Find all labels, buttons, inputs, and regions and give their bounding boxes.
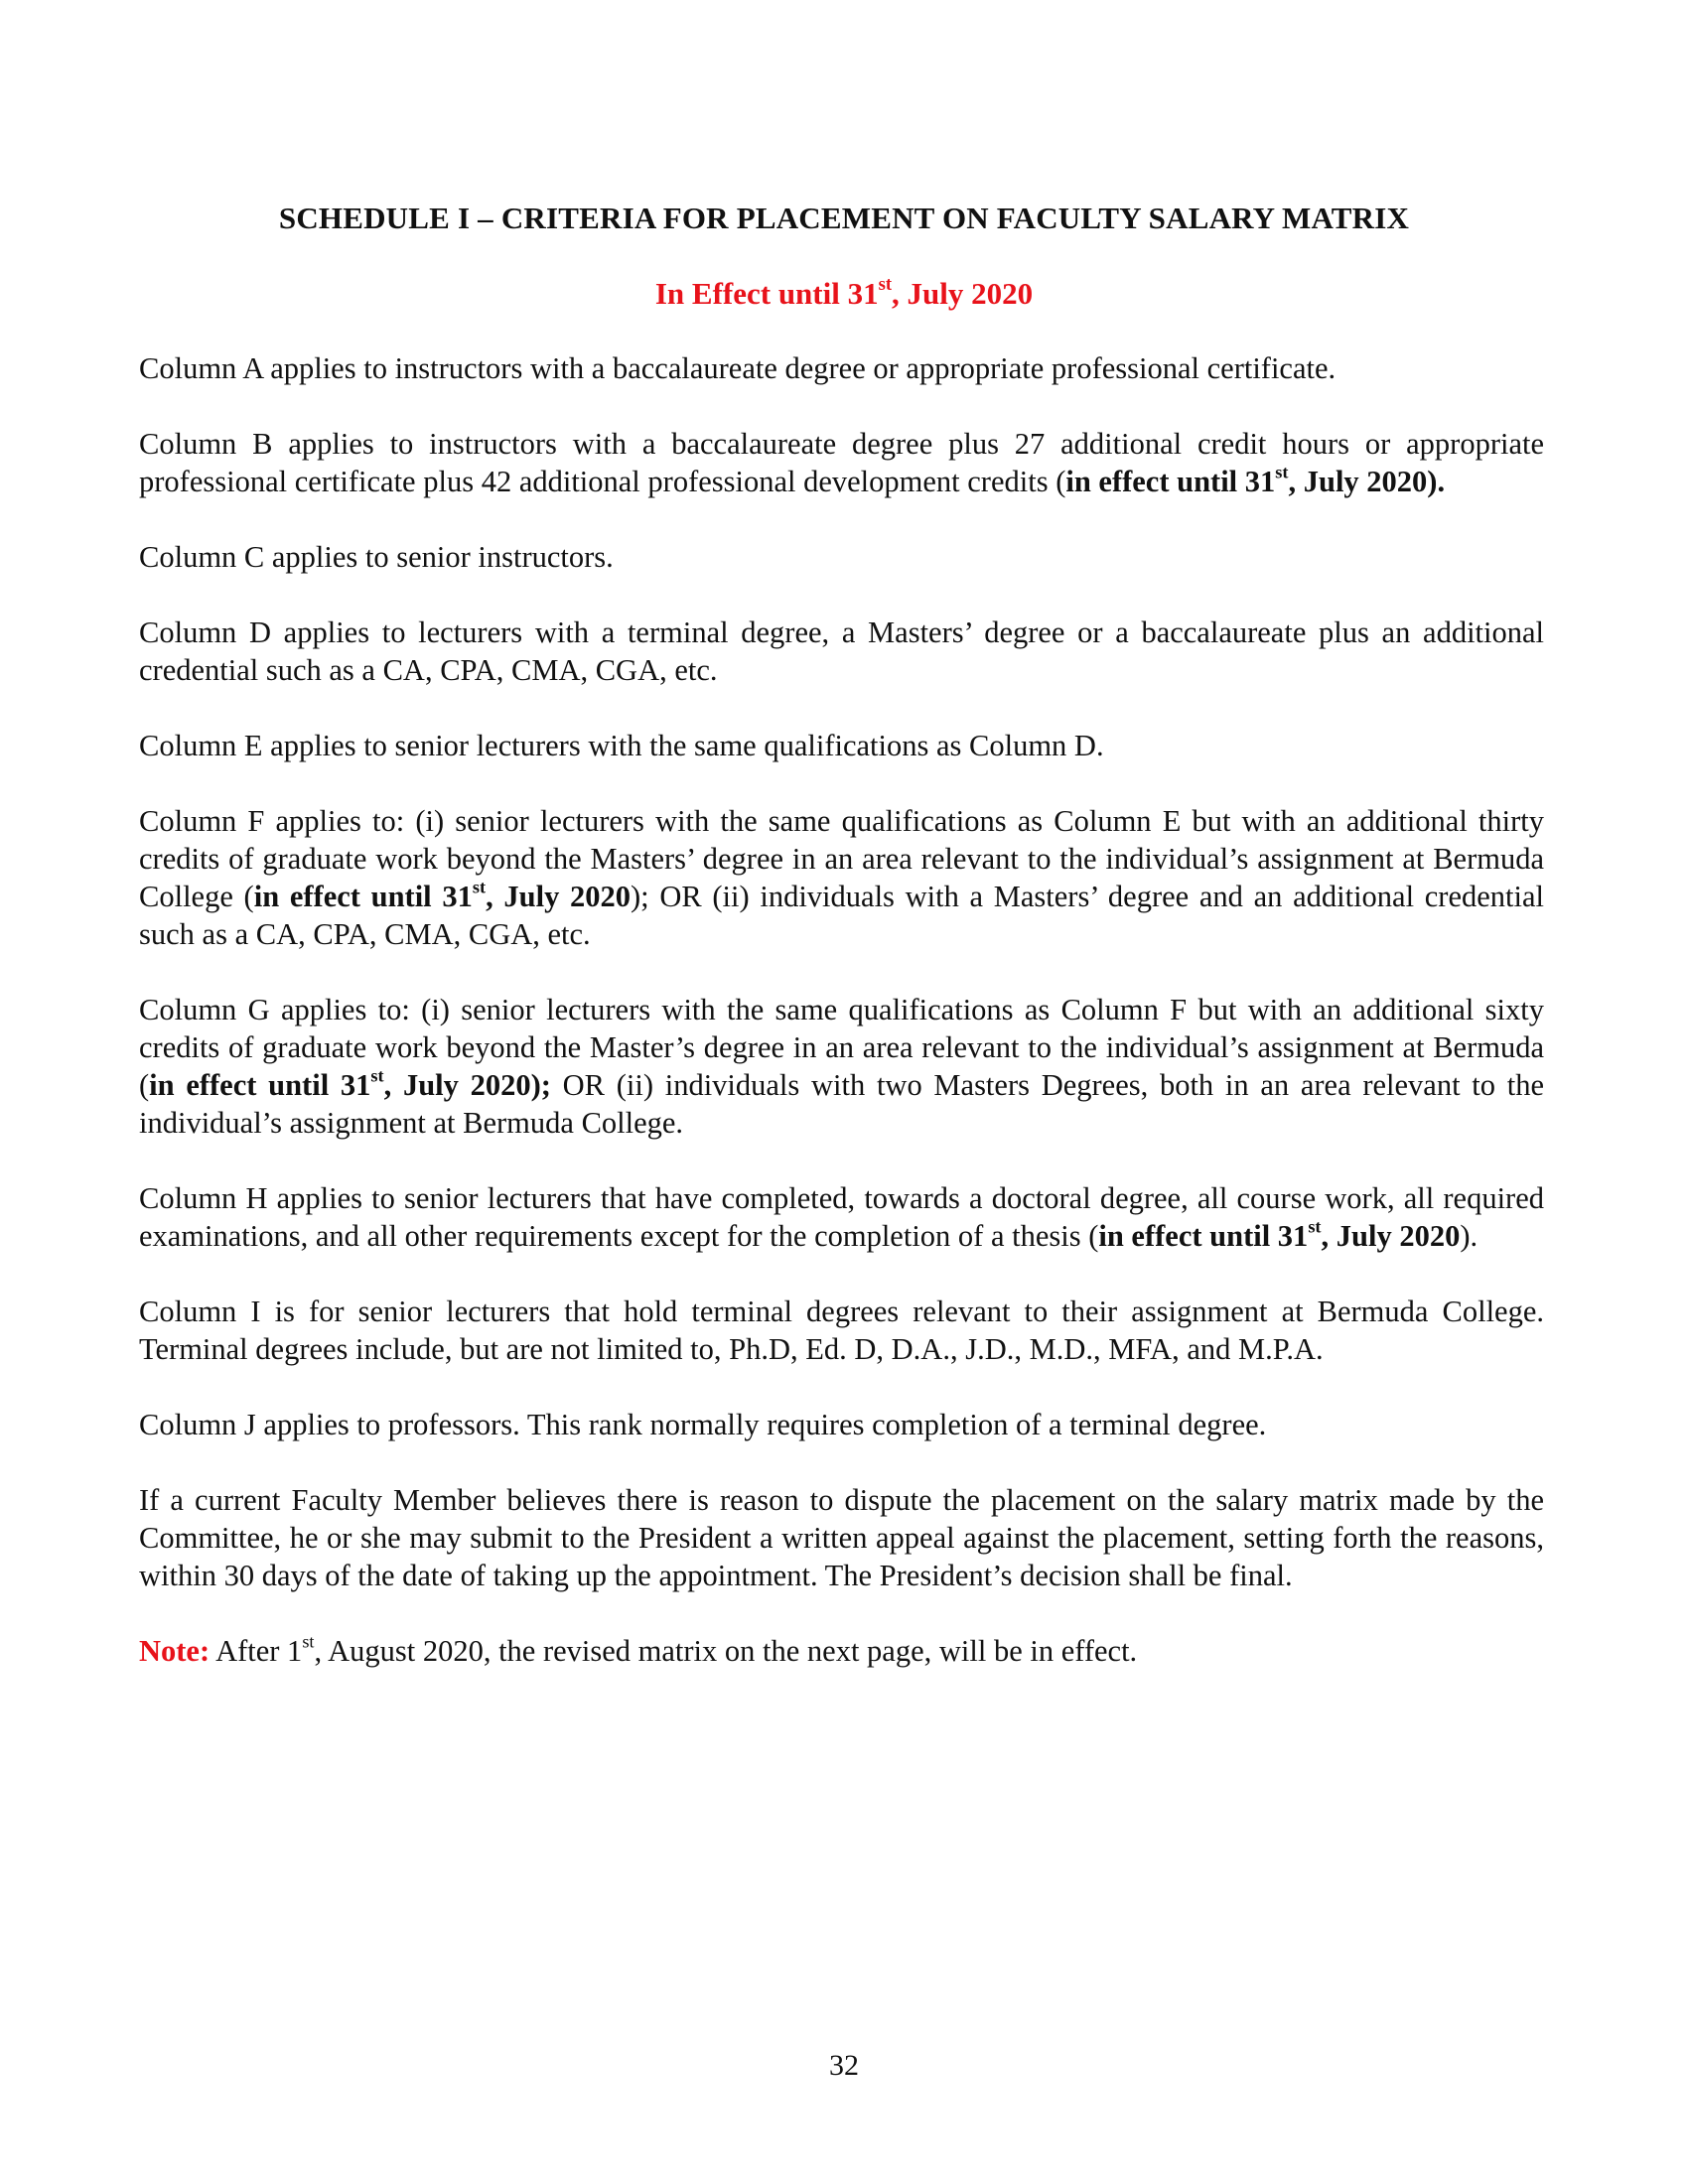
document-body bbox=[139, 349, 1544, 1707]
column-f-bold-sup: st bbox=[472, 877, 487, 897]
column-g-bold-sup: st bbox=[370, 1065, 384, 1086]
note-label: Note: bbox=[139, 1634, 211, 1668]
column-b-bold-suffix: , July 2020). bbox=[1288, 465, 1446, 498]
subtitle-suffix: , July 2020 bbox=[892, 276, 1034, 311]
column-h-text: Column H applies to senior lecturers that have completed, towards a doctoral degree, all course work, all required examinations, and all other requirements except for the completion of a thesis ( bbox=[139, 1181, 1544, 1253]
page-number: 32 bbox=[829, 2049, 859, 2082]
column-f-bold-prefix: in effect until 31 bbox=[253, 880, 473, 913]
column-b-bold-prefix: in effect until 31 bbox=[1065, 465, 1276, 498]
note-suffix: , August 2020, the revised matrix on the next page, will be in effect. bbox=[314, 1634, 1138, 1668]
column-h-bold-sup: st bbox=[1308, 1216, 1322, 1237]
column-f-tail: ); OR (ii) individuals with a Masters’ degree and an additional credential such as a CA, CPA, CMA, CGA, etc. bbox=[139, 880, 1544, 951]
paragraph-column-f bbox=[139, 802, 1544, 953]
column-h-tail: ). bbox=[1460, 1219, 1478, 1253]
paragraph-column-c: Column C applies to senior instructors. bbox=[139, 540, 614, 574]
note-prefix: After 1 bbox=[210, 1634, 303, 1668]
column-g-bold-suffix: , July 2020); bbox=[383, 1068, 551, 1102]
page-title: SCHEDULE I – CRITERIA FOR PLACEMENT ON FACULTY SALARY MATRIX bbox=[278, 201, 1410, 235]
paragraph-column-d: Column D applies to lecturers with a terminal degree, a Masters’ degree or a baccalaureate plus an additional credential such as a CA, CPA, CMA, CGA, etc. bbox=[139, 615, 1544, 687]
column-f-bold-suffix: , July 2020 bbox=[486, 880, 632, 913]
column-h-effective-note bbox=[1098, 1216, 1461, 1253]
paragraph-column-g bbox=[139, 991, 1544, 1142]
subtitle-prefix: In Effect until 31 bbox=[654, 276, 879, 311]
paragraph-column-e: Column E applies to senior lecturers with the same qualifications as Column D. bbox=[139, 729, 1104, 762]
paragraph-appeal: If a current Faculty Member believes there is reason to dispute the placement on the salary matrix made by the Committee, he or she may submit to the President a written appeal against the placement, setting forth the reasons, within 30 days of the date of taking up the appointment. The President’s decision shall be final. bbox=[139, 1483, 1544, 1592]
paragraph-column-a: Column A applies to instructors with a baccalaureate degree or appropriate professional certificate. bbox=[139, 351, 1336, 385]
column-g-text: Column G applies to: (i) senior lecturers with the same qualifications as Column F but with an additional sixty credits of graduate work beyond the Master’s degree in an area relevant to the individual’s assignment at Bermuda ( bbox=[139, 993, 1544, 1102]
paragraph-column-b bbox=[139, 425, 1544, 500]
column-b-text: Column B applies to instructors with a baccalaureate degree plus 27 additional credit hours or appropriate professional certificate plus 42 additional professional development credits ( bbox=[139, 427, 1544, 498]
column-h-bold-suffix: , July 2020 bbox=[1321, 1219, 1461, 1253]
paragraph-column-j: Column J applies to professors. This rank normally requires completion of a terminal degree. bbox=[139, 1408, 1267, 1441]
column-g-effective-note bbox=[149, 1065, 551, 1102]
effective-date-subtitle bbox=[0, 274, 1688, 314]
column-b-bold-sup: st bbox=[1275, 462, 1289, 482]
column-f-text: Column F applies to: (i) senior lecturers with the same qualifications as Column E but with an additional thirty credits of graduate work beyond the Masters’ degree in an area relevant to the individual’s assignment at Bermuda College ( bbox=[139, 804, 1544, 913]
column-g-bold-prefix: in effect until 31 bbox=[149, 1068, 371, 1102]
note-sup: st bbox=[302, 1631, 315, 1652]
subtitle-sup: st bbox=[878, 274, 893, 296]
column-g-tail: OR (ii) individuals with two Masters Degrees, both in an area relevant to the individual’s assignment at Bermuda College. bbox=[139, 1068, 1544, 1140]
paragraph-column-i: Column I is for senior lecturers that hold terminal degrees relevant to their assignment at Bermuda College. Terminal degrees include, but are not limited to, Ph.D, Ed. D, D.A., J.D., M.D., MFA, and M.P.A. bbox=[139, 1295, 1544, 1366]
column-b-effective-note bbox=[1065, 462, 1446, 498]
paragraph-note bbox=[139, 1632, 1544, 1670]
column-h-bold-prefix: in effect until 31 bbox=[1098, 1219, 1309, 1253]
paragraph-column-h bbox=[139, 1179, 1544, 1255]
column-f-effective-note bbox=[253, 877, 632, 913]
